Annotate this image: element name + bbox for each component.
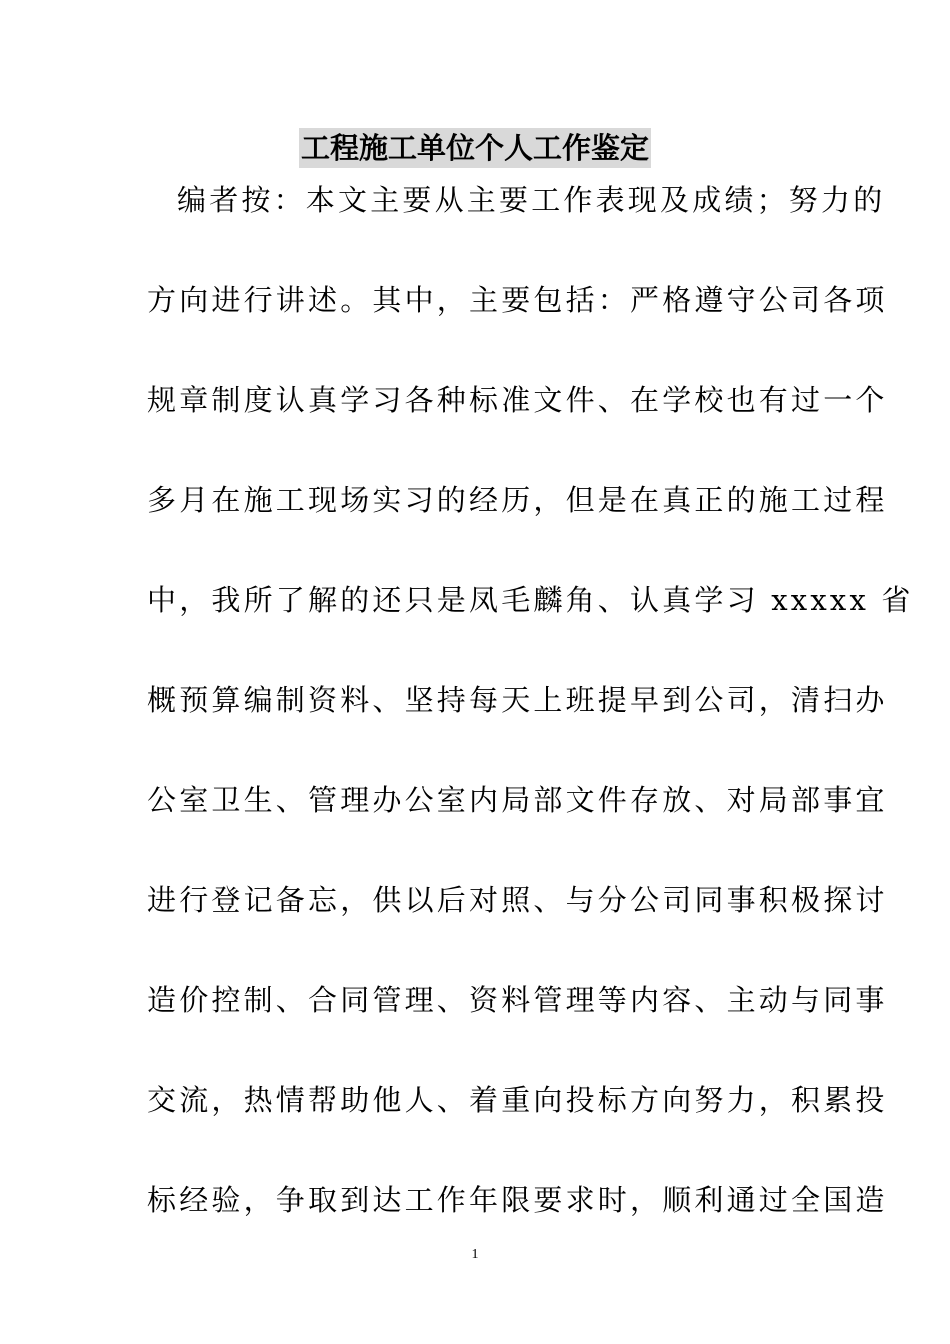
body-line: 编者按：本文主要从主要工作表现及成绩；努力的	[177, 183, 886, 217]
page-number: 1	[471, 1247, 479, 1262]
body-line: 多月在施工现场实习的经历，但是在真正的施工过程	[147, 483, 888, 517]
body-line: 方向进行讲述。其中，主要包括：严格遵守公司各项	[147, 283, 888, 317]
body-line: 进行登记备忘，供以后对照、与分公司同事积极探讨	[147, 883, 888, 917]
body-line: 概预算编制资料、坚持每天上班提早到公司，清扫办	[147, 683, 888, 717]
title-container	[0, 128, 950, 168]
body-line: 标经验，争取到达工作年限要求时，顺利通过全国造	[147, 1183, 888, 1217]
body-line: 中，我所了解的还只是凤毛麟角、认真学习 xxxxx 省	[147, 583, 914, 617]
body-line: 造价控制、合同管理、资料管理等内容、主动与同事	[147, 983, 888, 1017]
document-body	[147, 170, 914, 1270]
body-line: 规章制度认真学习各种标准文件、在学校也有过一个	[147, 383, 888, 417]
body-line: 交流，热情帮助他人、着重向投标方向努力，积累投	[147, 1083, 888, 1117]
document-title: 工程施工单位个人工作鉴定	[299, 128, 651, 168]
body-line: 公室卫生、管理办公室内局部文件存放、对局部事宜	[147, 783, 888, 817]
